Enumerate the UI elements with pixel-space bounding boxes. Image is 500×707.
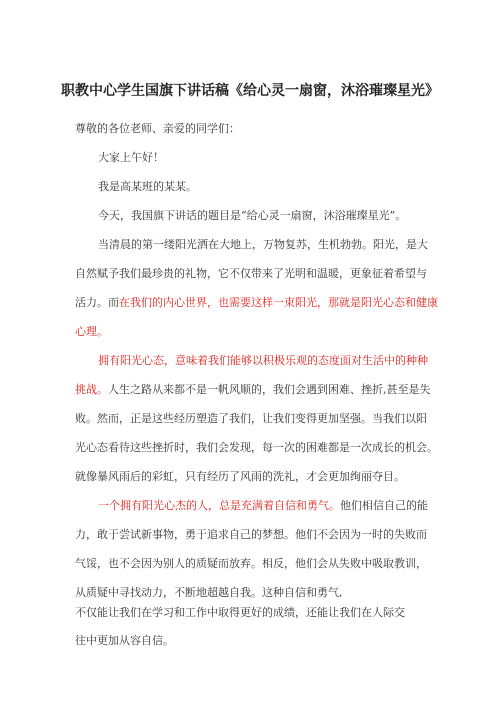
paragraph-3-line-6: 往中更加从容自信。: [75, 634, 174, 647]
paragraph-1-line-4: 心理。: [75, 325, 108, 338]
paragraph-2-line-3: 败。然而，正是这些经历塑造了我们，让我们变得更加坚强。当我们以阳: [75, 412, 427, 425]
paragraph-3-line-4: 从质疑中寻找动力，不断地超越自我。这种自信和勇气,: [75, 586, 343, 599]
paragraph-2-line-2: [75, 383, 431, 397]
paragraph-3-line-5: 不仅能让我们在学习和工作中取得更好的成绩，还能让我们在人际交: [75, 606, 405, 619]
paragraph-2-line-2-highlight: 挑战。: [75, 383, 108, 396]
paragraph-1-line-3-plain: 活力。而: [75, 296, 119, 309]
paragraph-3-line-3: 气馁，也不会因为别人的质疑而放弃。相反，他们会从失败中吸取教训，: [75, 557, 427, 570]
paragraph-3-line-1-highlight: 一个拥有阳光心杰的人，总是充满着自信和勇气。: [98, 499, 340, 512]
paragraph-2-line-5: 就像暴风雨后的彩虹，只有经历了风雨的洗礼，才会更加绚丽夺目。: [75, 470, 405, 483]
paragraph-3-line-1-plain: 他们相信自己的能: [340, 499, 428, 512]
document-title: 职教中心学生国旗下讲话稿《给心灵一扇窗，沐浴璀璨星光》: [61, 83, 439, 99]
paragraph-3-line-2: 力，敢于尝试新事物，勇于追求自己的梦想。他们不会因为一时的失败而: [75, 528, 427, 541]
self-introduction: 我是高某班的某某。: [98, 180, 197, 193]
paragraph-1-line-3-highlight: 在我们的内心世界，也需要这样一束阳光，那就是阳光心态和健康: [119, 296, 438, 309]
greeting: 大家上午好！: [98, 151, 164, 164]
paragraph-3-line-1: [98, 499, 428, 513]
paragraph-2-line-4: 光心态看待这些挫折时，我们会发现，每一次的困难都是一次成长的机会。: [75, 441, 438, 454]
paragraph-2-line-2-plain: 人生之路从来都不是一帆风顺的，我们会遇到困难、挫折,甚至是失: [108, 383, 431, 396]
paragraph-1-line-1: 当清晨的第一缕阳光洒在大地上，万物复苏，生机勃勃。阳光，是大: [98, 238, 428, 251]
salutation: 尊敬的各位老师、亲爱的同学们：: [75, 122, 240, 135]
speech-topic: 今天，我国旗下讲话的题目是“给心灵一扇窗，沐浴璀璨星光”。: [98, 209, 407, 222]
paragraph-1-line-2: 自然赋予我们最珍贵的礼物，它不仅带来了光明和温暖，更象征着希望与: [75, 267, 427, 280]
paragraph-1-line-3: [75, 296, 438, 310]
paragraph-2-line-1: 拥有阳光心态，意味着我们能够以积极乐观的态度面对生活中的种种: [98, 354, 428, 367]
